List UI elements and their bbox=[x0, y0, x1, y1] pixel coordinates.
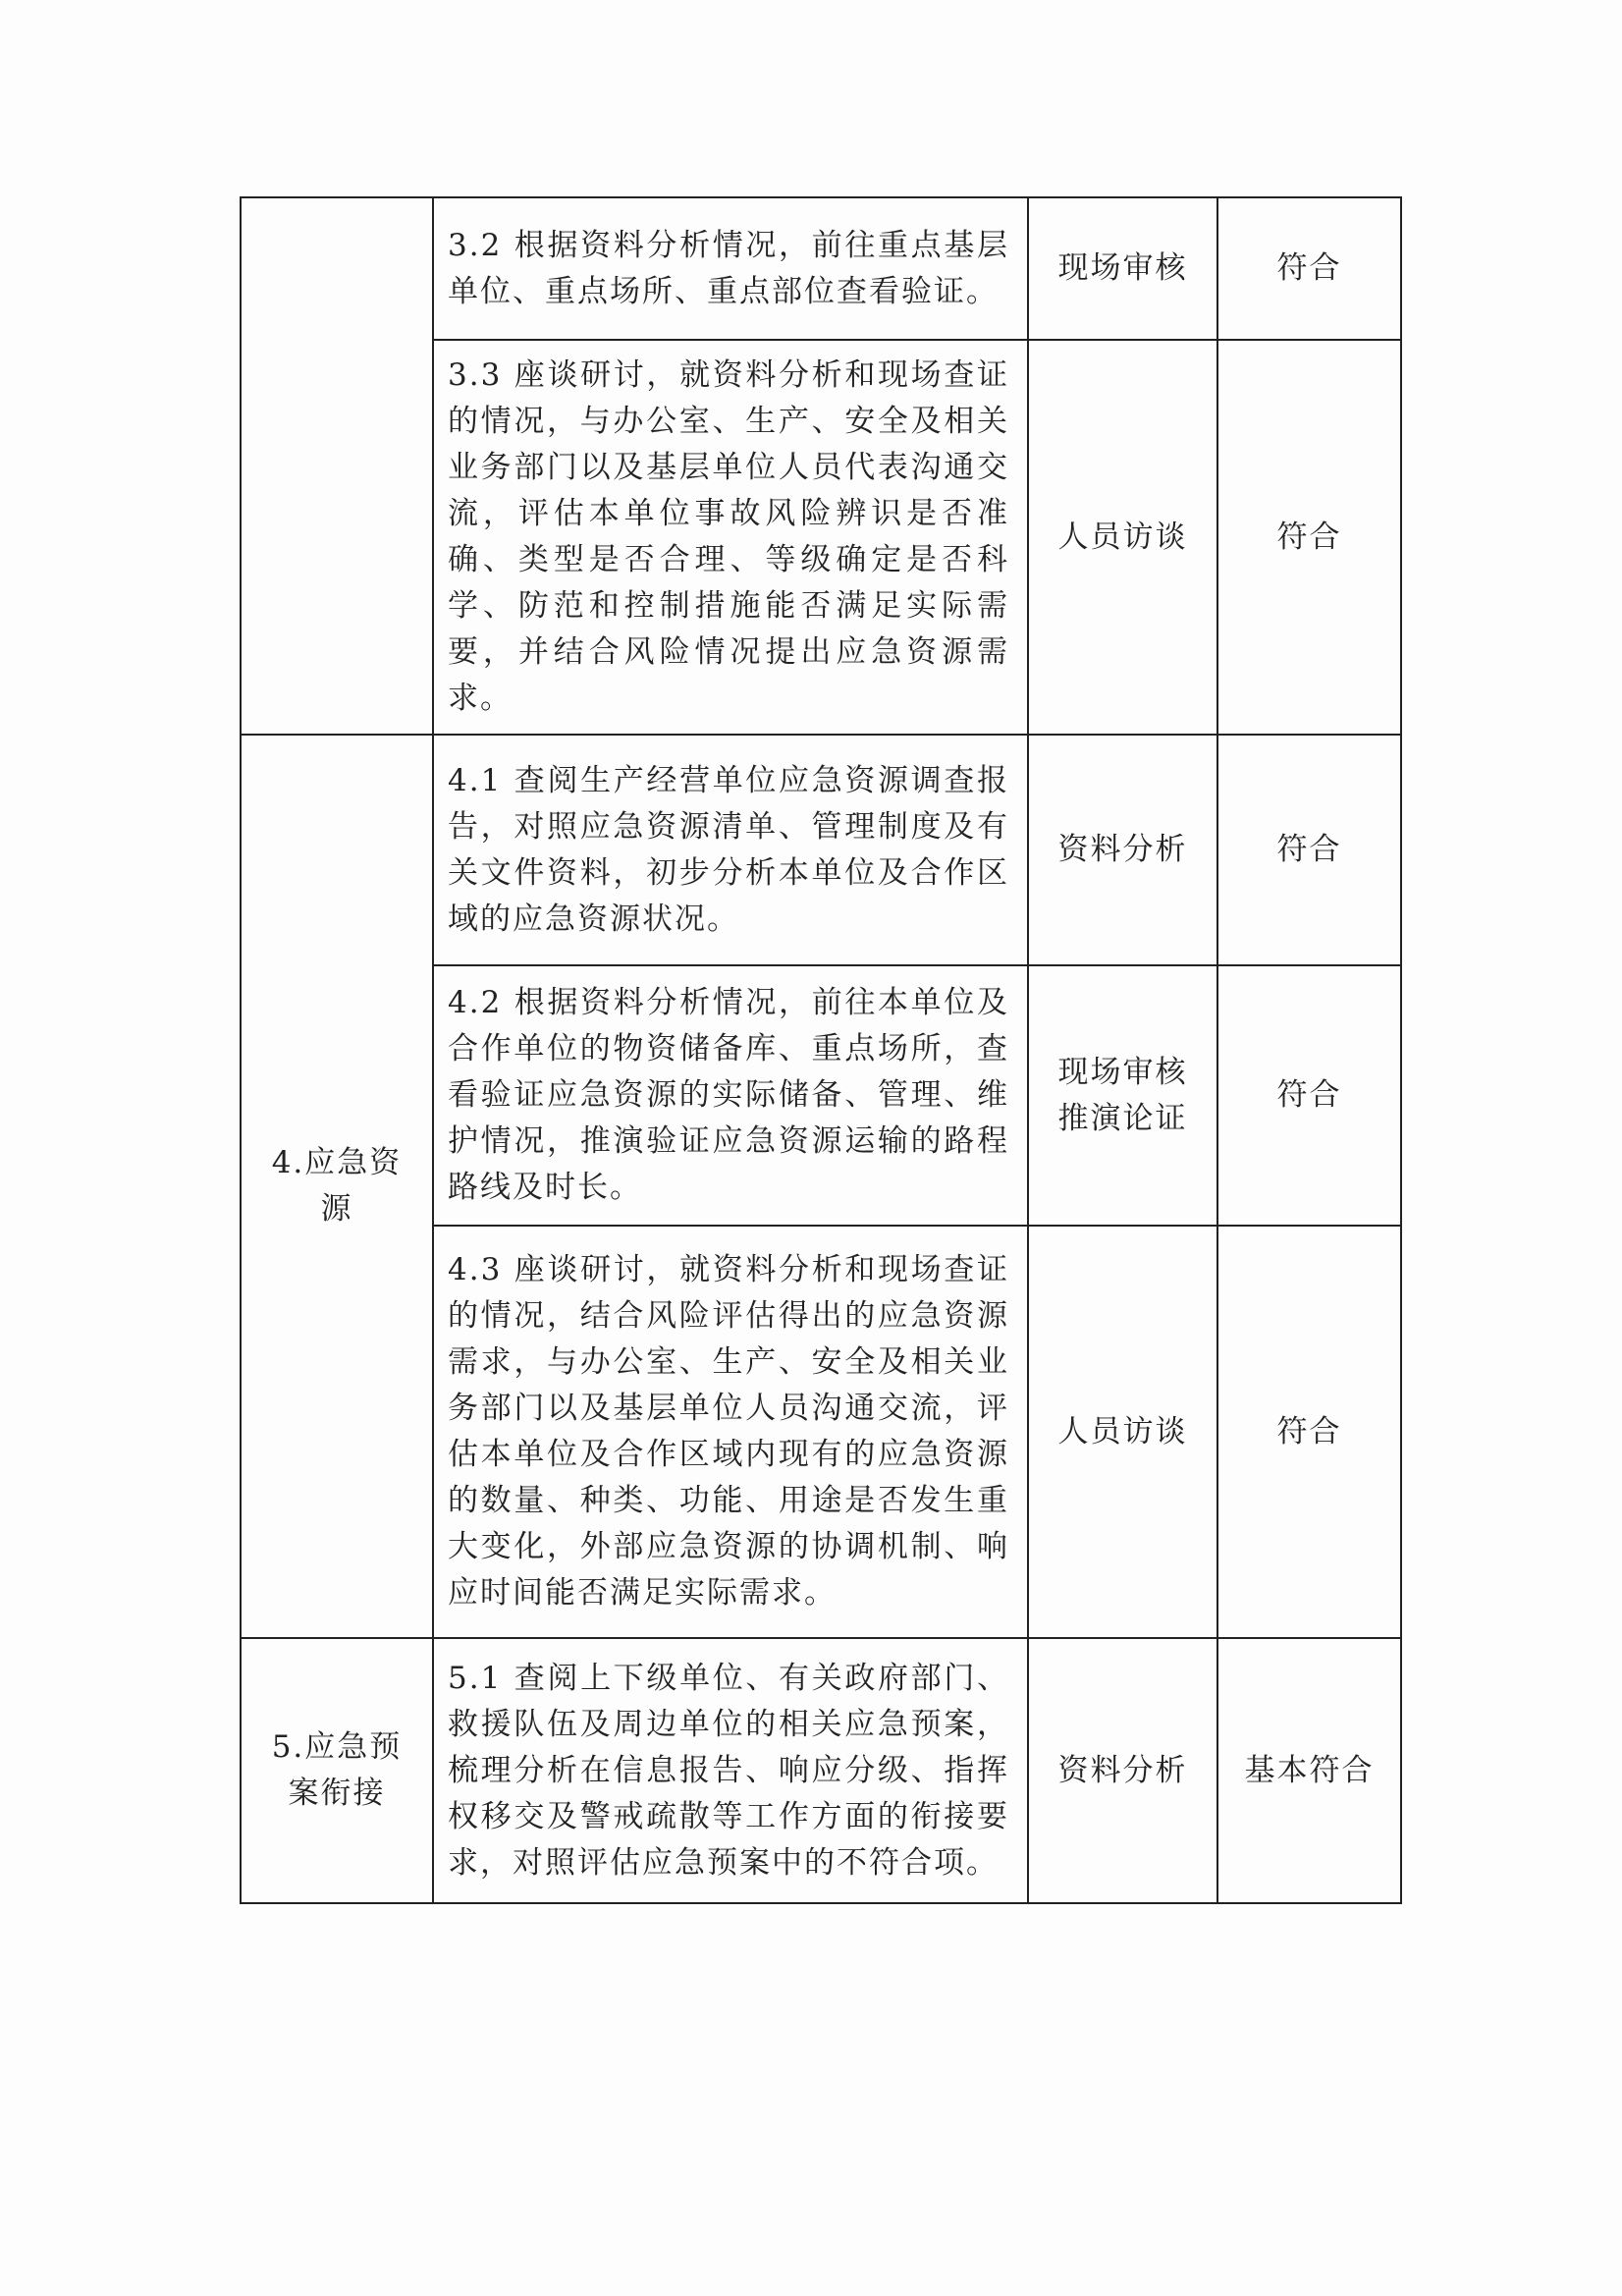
category-cell-4: 4.应急资源 bbox=[241, 735, 433, 1638]
content-cell: 5.1 查阅上下级单位、有关政府部门、救援队伍及周边单位的相关应急预案，梳理分析在信息报告、响应分级、指挥权移交及警戒疏散等工作方面的衔接要求，对照评估应急预案中的不符合项。 bbox=[433, 1638, 1028, 1903]
content-cell: 3.2 根据资料分析情况，前往重点基层单位、重点场所、重点部位查看验证。 bbox=[433, 197, 1028, 340]
method-cell bbox=[1028, 965, 1217, 1226]
table-row bbox=[241, 735, 1401, 965]
method-cell: 人员访谈 bbox=[1028, 1226, 1217, 1638]
evaluation-table bbox=[240, 196, 1402, 1904]
result-cell: 符合 bbox=[1217, 340, 1401, 735]
result-cell: 符合 bbox=[1217, 965, 1401, 1226]
category-cell-3 bbox=[241, 197, 433, 735]
result-cell: 符合 bbox=[1217, 197, 1401, 340]
method-cell: 现场审核 bbox=[1028, 197, 1217, 340]
content-cell: 3.3 座谈研讨，就资料分析和现场查证的情况，与办公室、生产、安全及相关业务部门以及基层单位人员代表沟通交流，评估本单位事故风险辨识是否准确、类型是否合理、等级确定是否科学、防范和控制措施能否满足实际需要，并结合风险情况提出应急资源需求。 bbox=[433, 340, 1028, 735]
table-row bbox=[241, 197, 1401, 340]
method-line: 推演论证 bbox=[1057, 1100, 1188, 1136]
content-cell: 4.3 座谈研讨，就资料分析和现场查证的情况，结合风险评估得出的应急资源需求，与办公室、生产、安全及相关业务部门以及基层单位人员沟通交流，评估本单位及合作区域内现有的应急资源的数量、种类、功能、用途是否发生重大变化，外部应急资源的协调机制、响应时间能否满足实际需求。 bbox=[433, 1226, 1028, 1638]
result-cell: 符合 bbox=[1217, 735, 1401, 965]
result-cell: 基本符合 bbox=[1217, 1638, 1401, 1903]
category-cell-5: 5.应急预案衔接 bbox=[241, 1638, 433, 1903]
content-cell: 4.2 根据资料分析情况，前往本单位及合作单位的物资储备库、重点场所，查看验证应急资源的实际储备、管理、维护情况，推演验证应急资源运输的路程路线及时长。 bbox=[433, 965, 1028, 1226]
result-cell: 符合 bbox=[1217, 1226, 1401, 1638]
method-cell: 人员访谈 bbox=[1028, 340, 1217, 735]
method-cell: 资料分析 bbox=[1028, 1638, 1217, 1903]
method-line: 现场审核 bbox=[1057, 1054, 1188, 1090]
content-cell: 4.1 查阅生产经营单位应急资源调查报告，对照应急资源清单、管理制度及有关文件资料，初步分析本单位及合作区域的应急资源状况。 bbox=[433, 735, 1028, 965]
method-cell: 资料分析 bbox=[1028, 735, 1217, 965]
table-row bbox=[241, 1638, 1401, 1903]
